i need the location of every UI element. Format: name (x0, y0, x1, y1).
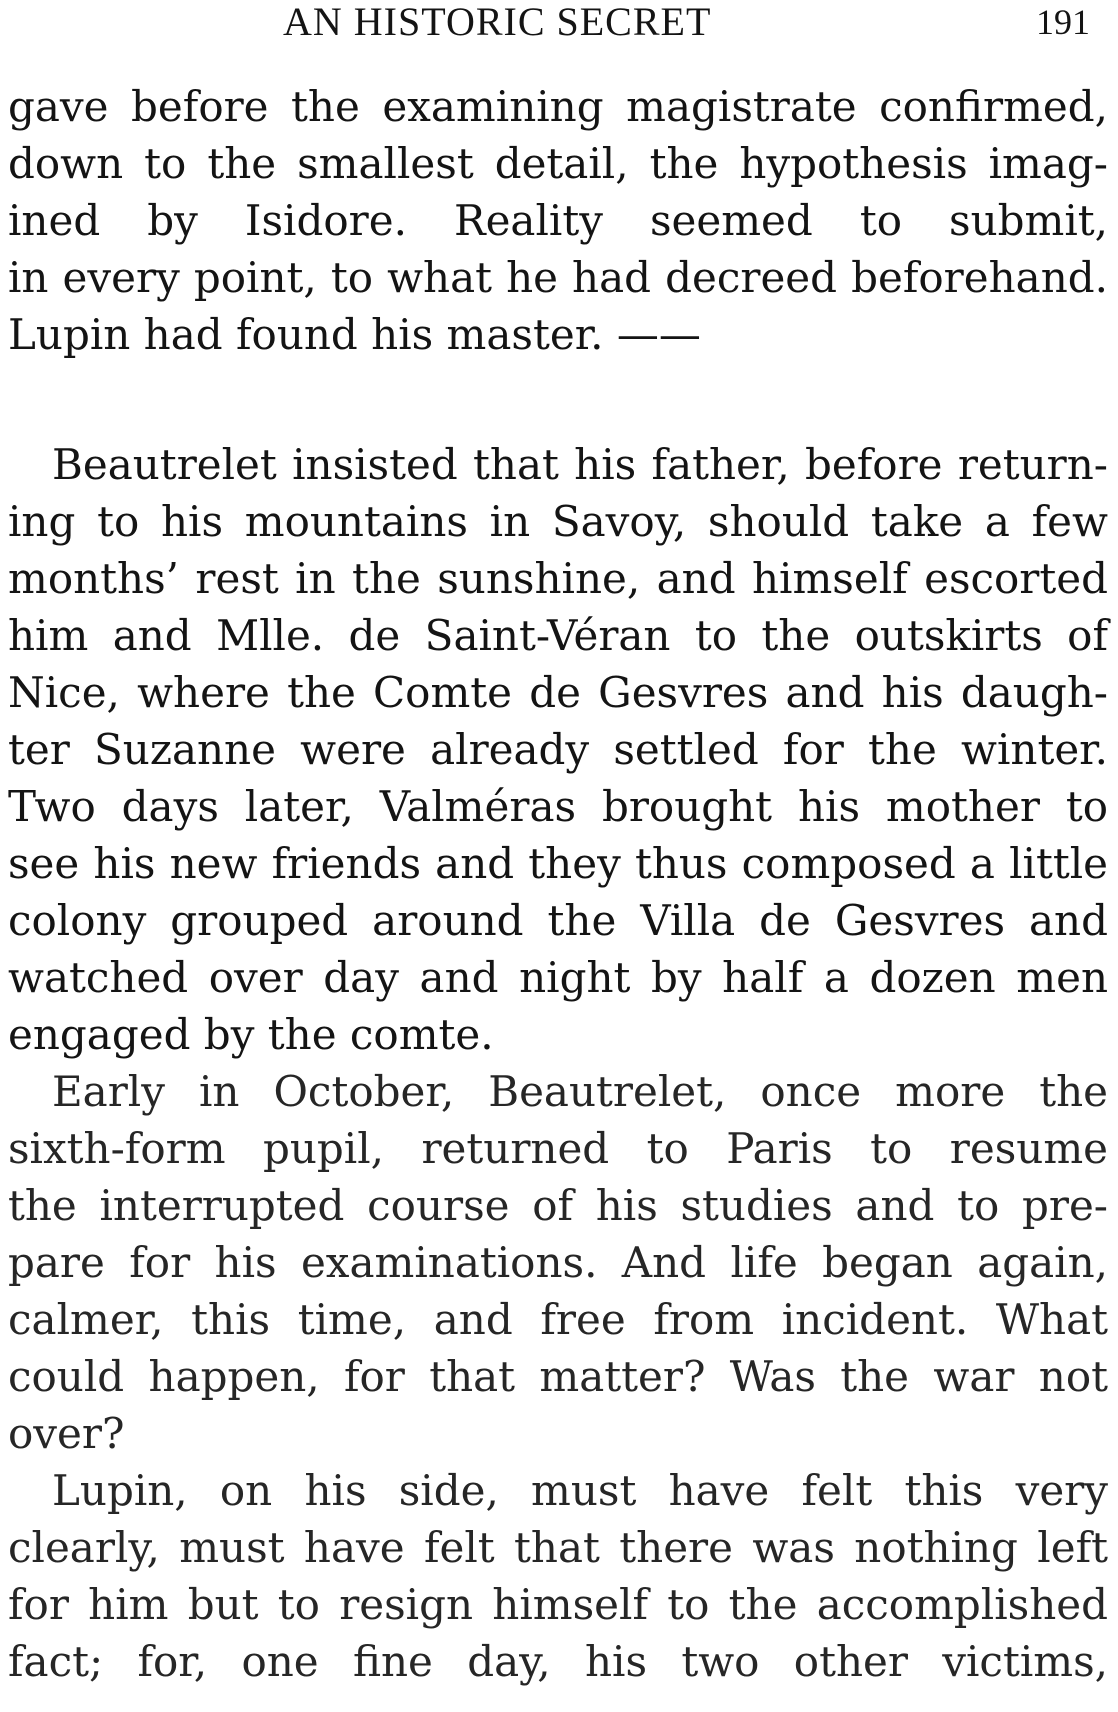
text-line: in every point, to what he had decreed beforehand. (8, 253, 1108, 302)
text-line: him and Mlle. de Saint-Véran to the outskirts of (8, 611, 1108, 660)
text-line: ing to his mountains in Savoy, should take a few (8, 497, 1108, 546)
text-line: pare for his examinations. And life began again, (8, 1238, 1108, 1287)
paragraph-2 (8, 436, 1108, 1063)
text-line: see his new friends and they thus composed a little (8, 839, 1108, 888)
body-text (8, 78, 1108, 1690)
page-number: 191 (1036, 2, 1090, 42)
text-line: sixth-form pupil, returned to Paris to resume (8, 1124, 1108, 1173)
text-line: colony grouped around the Villa de Gesvres and (8, 896, 1108, 945)
text-line: Two days later, Valméras brought his mother to (8, 782, 1108, 831)
text-line: Lupin had found his master. —— (8, 310, 701, 359)
text-line: over? (8, 1409, 125, 1458)
text-line: fact; for, one fine day, his two other victims, (8, 1637, 1108, 1686)
text-line: down to the smallest detail, the hypothesis imag- (8, 139, 1108, 188)
text-line: clearly, must have felt that there was nothing left (8, 1523, 1108, 1572)
text-line: could happen, for that matter? Was the war not (8, 1352, 1108, 1401)
text-line: ined by Isidore. Reality seemed to submit, (8, 196, 1108, 245)
text-line: Early in October, Beautrelet, once more the (52, 1067, 1108, 1116)
text-line: for him but to resign himself to the accomplished (8, 1580, 1108, 1629)
text-line: gave before the examining magistrate confirmed, (8, 82, 1108, 131)
text-line: Nice, where the Comte de Gesvres and his daugh- (8, 668, 1108, 717)
text-line: Lupin, on his side, must have felt this very (52, 1466, 1108, 1515)
text-line: months’ rest in the sunshine, and himself escorted (8, 554, 1108, 603)
paragraph-4 (8, 1462, 1108, 1690)
paragraph-3 (8, 1063, 1108, 1462)
running-title: AN HISTORIC SECRET (283, 0, 712, 44)
text-line: the interrupted course of his studies and to pre- (8, 1181, 1108, 1230)
running-head (0, 2, 1090, 42)
paragraph-1 (8, 78, 1108, 363)
text-line: engaged by the comte. (8, 1010, 494, 1059)
text-line: calmer, this time, and free from incident. What (8, 1295, 1108, 1344)
text-line: ter Suzanne were already settled for the winter. (8, 725, 1108, 774)
text-line: watched over day and night by half a dozen men (8, 953, 1108, 1002)
text-line: Beautrelet insisted that his father, before return- (52, 440, 1108, 489)
